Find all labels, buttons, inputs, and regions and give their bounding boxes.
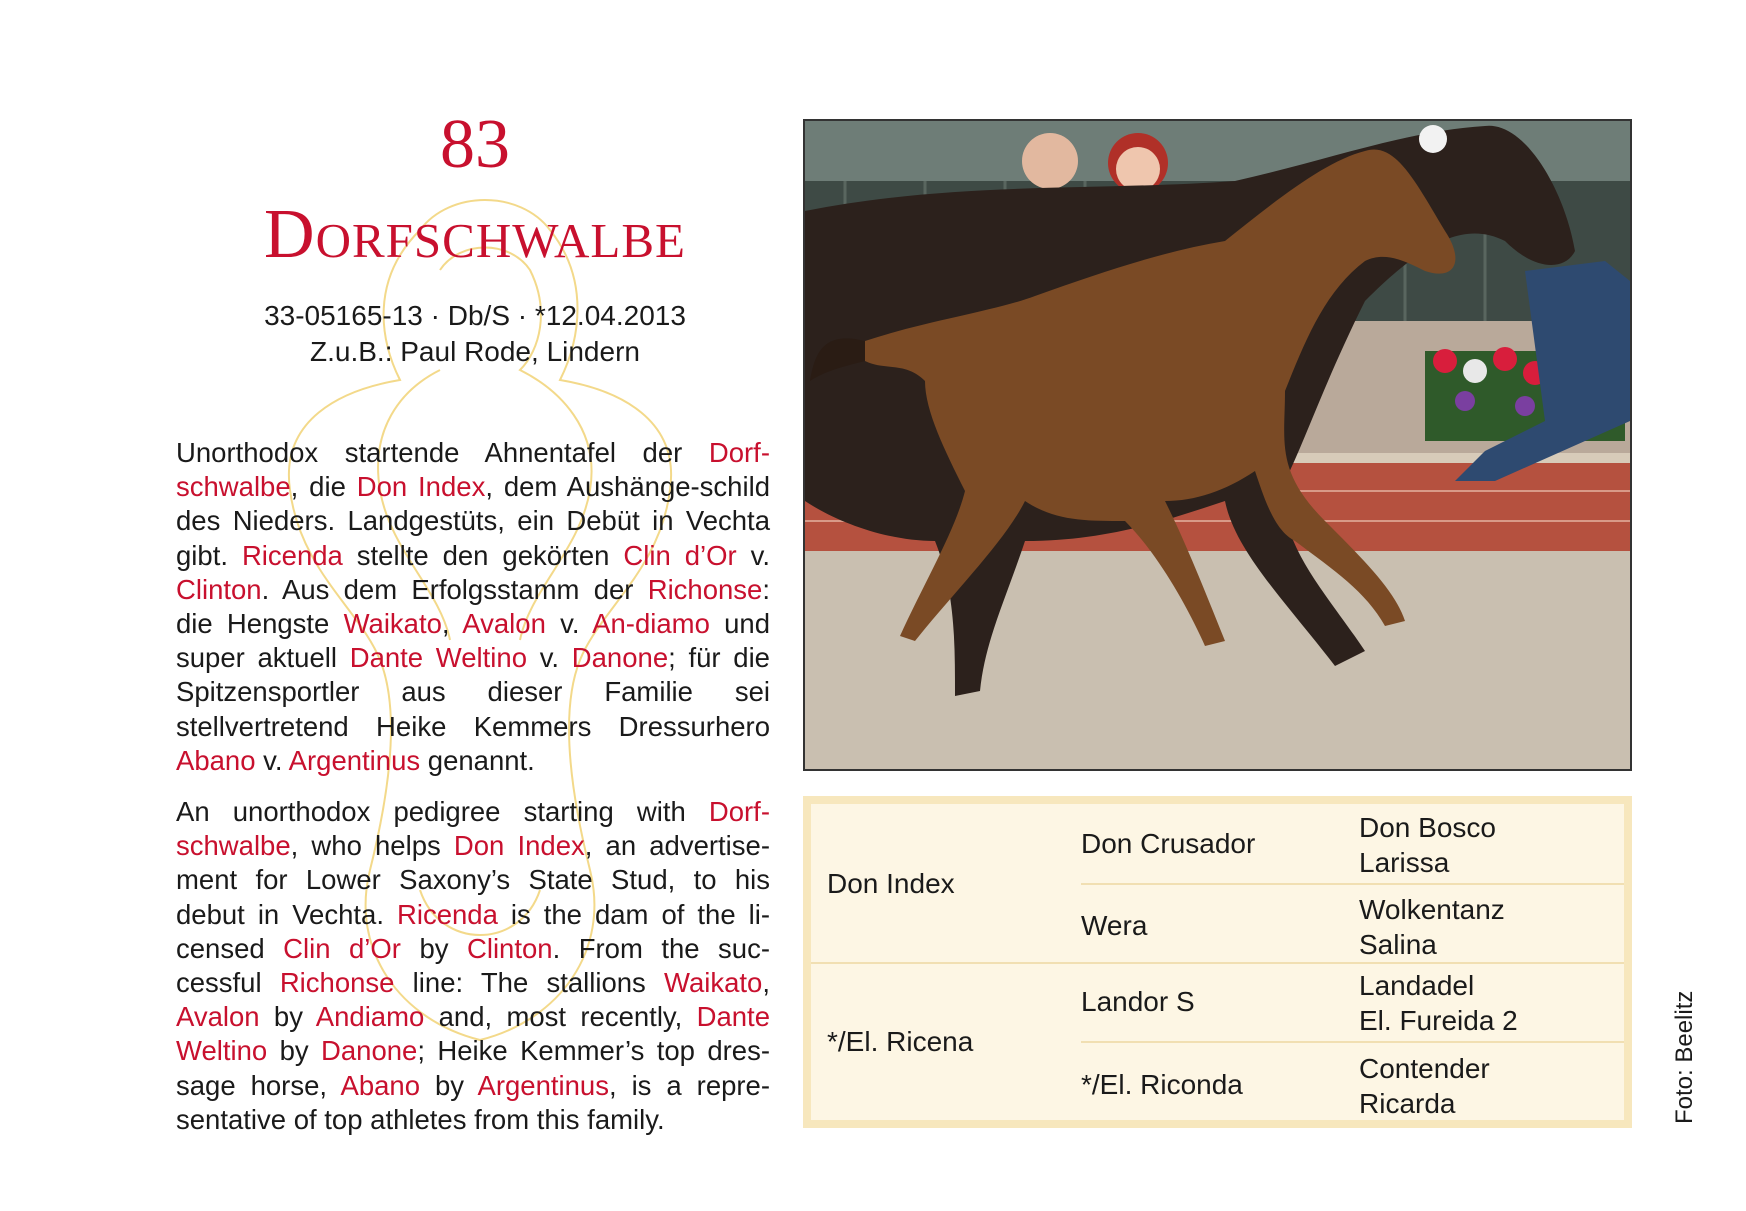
horse-name-link: Ricenda	[241, 539, 343, 571]
text-span: . From the suc-cessful	[176, 932, 770, 999]
horse-name-link: Clinton	[176, 573, 262, 605]
number-tag	[1419, 125, 1447, 153]
horse-name-link: Argentinus	[477, 1069, 609, 1101]
pedigree-dam-dam: */El. Riconda	[1081, 1069, 1243, 1100]
text-span: genannt.	[420, 744, 535, 776]
pedigree-sds: Wolkentanz	[1359, 894, 1505, 925]
pedigree-dam-sire: Landor S	[1081, 986, 1195, 1017]
horse-name-link: Danone	[321, 1035, 418, 1067]
text-span: by	[420, 1069, 478, 1101]
pedigree-table	[803, 796, 1632, 1128]
text-span: . Aus dem Erfolgsstamm der	[261, 573, 648, 605]
horse-name-link: Argentinus	[288, 744, 421, 776]
pedigree-sire: Don Index	[827, 868, 955, 899]
pedigree-dds: Contender	[1359, 1053, 1490, 1084]
text-span: and, most recently,	[424, 1001, 697, 1033]
text-span: , an advertise-ment for Lower Saxony’s State Stud, to his debut in Vechta.	[176, 830, 770, 930]
horse-name-link: Dante Weltino	[349, 642, 527, 674]
pedigree-dam: */El. Ricena	[827, 1026, 974, 1057]
horse-name-link: Dante Weltino	[176, 1001, 770, 1067]
pedigree-divider-sire	[1081, 883, 1624, 885]
horse-name-link: Richonse	[279, 967, 395, 999]
text-span: ; für die Spitzensportler aus dieser Familie sei stellvertretend Heike Kemmers Dressurhero	[176, 642, 770, 742]
horse-name-link: Avalon	[176, 1001, 260, 1033]
text-span: , who helps	[290, 830, 454, 862]
description-english	[176, 795, 770, 1137]
horse-name-link: Richonse	[647, 573, 763, 605]
horse-name-link: Waikato	[664, 967, 763, 999]
horse-name-link: Andiamo	[315, 1001, 425, 1033]
pedigree-divider-main	[811, 962, 1624, 964]
pedigree-sire-sire: Don Crusador	[1081, 828, 1256, 859]
horse-name-link: Don Index	[453, 830, 585, 862]
text-span: stellte den gekörten	[342, 539, 624, 571]
text-span: by	[267, 1035, 322, 1067]
pedigree-sss: Don Bosco	[1359, 812, 1496, 843]
pedigree-dss: Landadel	[1359, 970, 1475, 1001]
breeder-line: Z.u.B.: Paul Rode, Lindern	[310, 336, 640, 367]
text-span: by	[400, 932, 467, 964]
text-span: , is a repre-sentative of top athletes from this family.	[176, 1069, 771, 1135]
text-span: , dem Aushänge-schild des Nieders. Landgestüts, ein Debüt in Vechta gibt.	[176, 471, 770, 571]
horse-name: Dorfschwalbe	[264, 196, 686, 273]
horse-name-link: An-diamo	[592, 608, 710, 640]
horse-name-link: Clinton	[466, 932, 553, 964]
text-span: ,	[441, 608, 463, 640]
horse-name-link: Abano	[176, 744, 256, 776]
text-span: v.	[736, 539, 770, 571]
spectator-1	[1022, 133, 1078, 189]
pedigree-divider-dam	[1081, 1041, 1624, 1043]
spectator-2-face	[1116, 147, 1160, 191]
horse-name-link: Don Index	[356, 471, 486, 503]
text-span: Unorthodox startende Ahnentafel der	[176, 437, 709, 468]
pedigree-inner	[811, 804, 1624, 1120]
pedigree-sdd: Salina	[1359, 929, 1437, 960]
text-span: by	[259, 1001, 316, 1033]
text-span: ,	[762, 967, 770, 999]
horse-name-link: Danone	[571, 642, 669, 674]
lot-number: 83	[440, 106, 510, 183]
horse-name-link: Ricenda	[396, 898, 498, 930]
pedigree-ddd: Ricarda	[1359, 1088, 1456, 1119]
horse-name-link: Waikato	[343, 608, 442, 640]
text-span: und super aktuell	[176, 608, 770, 674]
text-span: line: The stallions	[394, 967, 665, 999]
pedigree-sire-dam: Wera	[1081, 910, 1148, 941]
text-span: v.	[527, 642, 572, 674]
text-span: : die Hengste	[176, 573, 770, 640]
pedigree-dsd: El. Fureida 2	[1359, 1005, 1518, 1036]
horse-name-link: Abano	[340, 1069, 421, 1101]
description-german	[176, 436, 770, 778]
pedigree-ssd: Larissa	[1359, 847, 1450, 878]
text-span: v.	[255, 744, 289, 776]
horse-name-link: Avalon	[462, 608, 546, 640]
registration-line: 33-05165-13 · Db/S · *12.04.2013	[264, 300, 686, 331]
horse-name-link: Dorf-schwalbe	[176, 796, 770, 862]
horse-name-link: Clin d’Or	[283, 932, 401, 964]
text-span: v.	[545, 608, 593, 640]
horse-photo	[803, 119, 1632, 771]
text-span: An unorthodox pedigree starting with	[176, 796, 709, 827]
text-span: , die	[290, 471, 357, 503]
horse-name-link: Clin d’Or	[623, 539, 737, 571]
text-span: is the dam of the li-censed	[176, 898, 770, 964]
horse-name-link: Dorf-schwalbe	[176, 437, 770, 503]
text-span: ; Heike Kemmer’s top dres-sage horse,	[176, 1035, 770, 1101]
horse-photo-illustration	[805, 121, 1630, 769]
photo-credit: Foto: Beelitz	[1671, 990, 1698, 1124]
